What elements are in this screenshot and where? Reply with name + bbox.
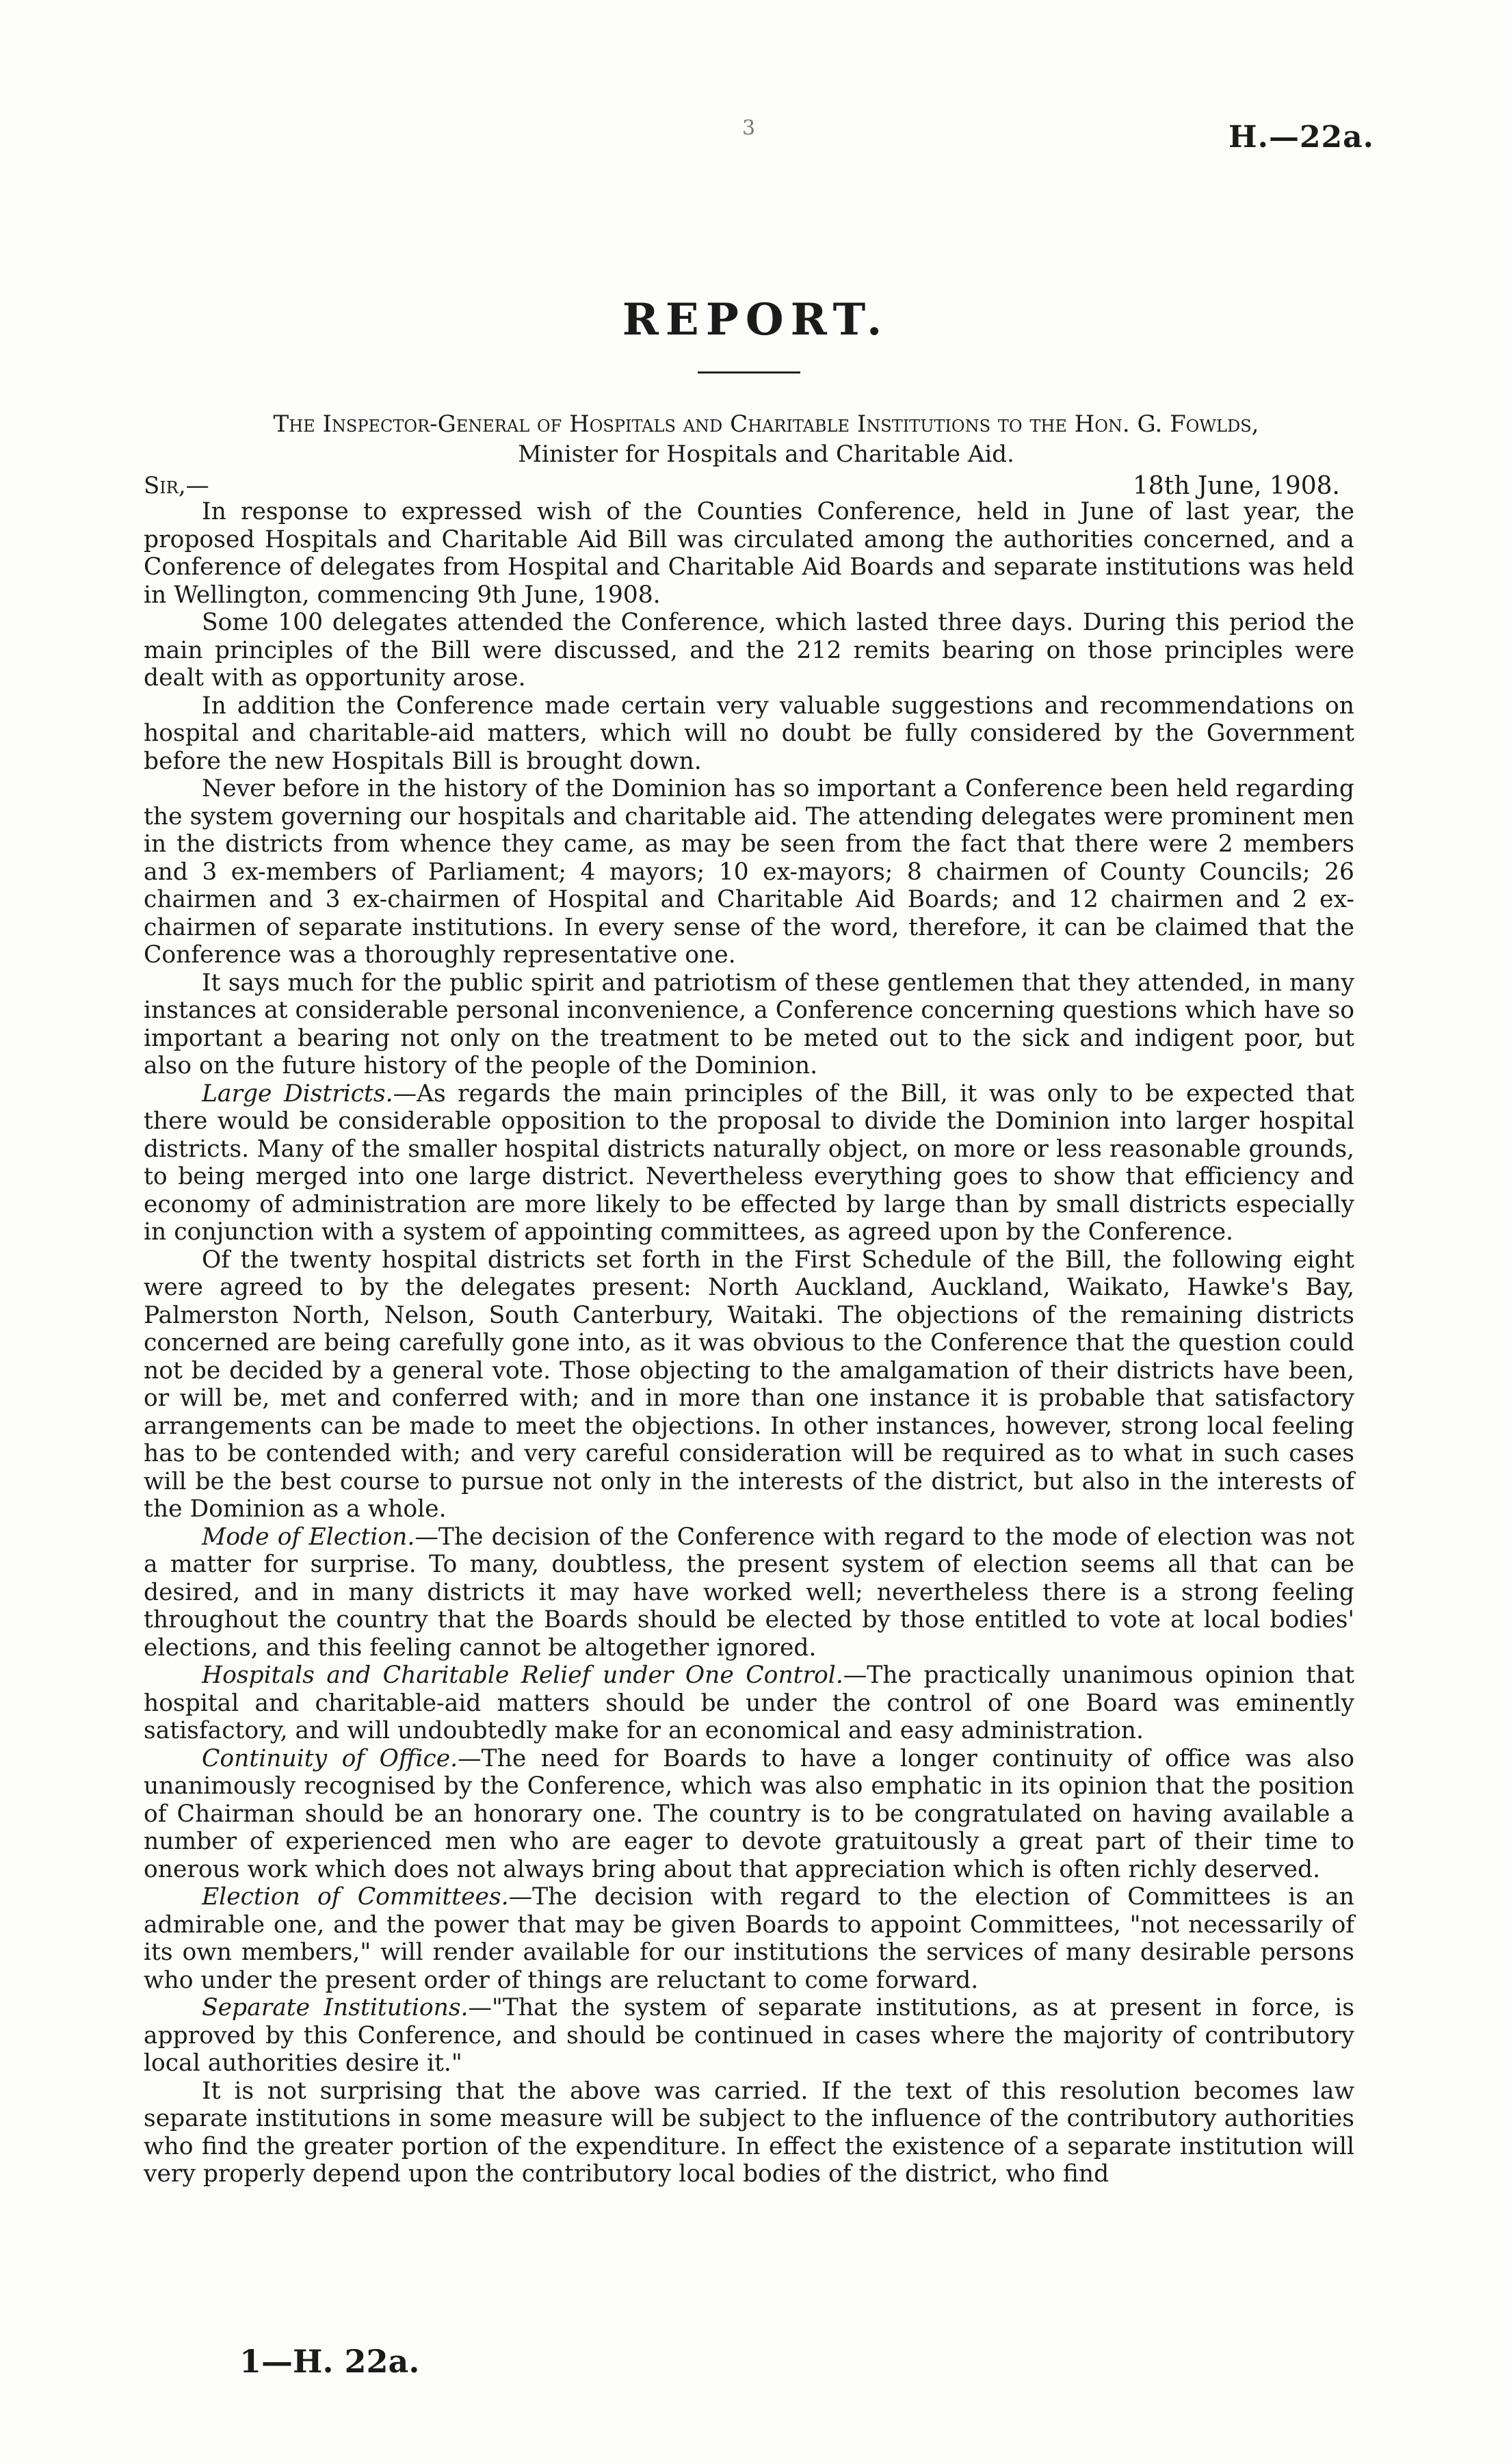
section-heading: Large Districts. xyxy=(202,1079,393,1108)
letter-date: 18th June, 1908. xyxy=(1133,472,1340,500)
page-number: 3 xyxy=(742,116,756,140)
title-divider xyxy=(698,371,800,373)
section-heading: Hospitals and Charitable Relief under One Control. xyxy=(202,1662,843,1689)
page-title: REPORT. xyxy=(622,294,889,345)
paragraph-election-of-committees: Election of Committees.—The decision with regard to the election of Committees is an admirable one, and the power that may be given Boards to appoint Committees, "not necessarily of its own members," will render available for our institutions the services of many desirable persons who under the present order of things are reluctant to come forward. xyxy=(144,1883,1354,1994)
address-line-1: The Inspector-General of Hospitals and Charitable Institutions to the Hon. G. Fowlds, xyxy=(273,410,1259,438)
paragraph: It is not surprising that the above was carried. If the text of this resolution becomes law separate institutions in some measure will be subject to the influence of the contributory authorities who find the greater portion of the expenditure. In effect the existence of a separate institution will very properly depend upon the contributory local bodies of the district, who find xyxy=(144,2077,1354,2188)
salutation: Sir,— xyxy=(144,472,209,499)
section-heading: Continuity of Office. xyxy=(202,1744,458,1772)
paragraph-large-districts: Large Districts.—As regards the main principles of the Bill, it was only to be expected that there would be considerable opposition to the proposal to divide the Dominion into larger hospital districts. Many of the smaller hospital districts naturally object, on more or less reasonable grounds, to being merged into one large district. Nevertheless everything goes to show that efficiency and economy of administration are more likely to be effected by large than by small districts especially in conjunction with a system of appointing committees, as agreed upon by the Conference. xyxy=(144,1079,1354,1246)
paragraph-one-control: Hospitals and Charitable Relief under One Control.—The practically unanimous opinion that hospital and charitable-aid matters should be under the control of one Board was eminently satisfactory, and will undoubtedly make for an economical and easy administration. xyxy=(144,1662,1354,1744)
paragraph-mode-of-election: Mode of Election.—The decision of the Conference with regard to the mode of election was not a matter for surprise. To many, doubtless, the present system of election seems all that can be desired, and in many districts it may have worked well; nevertheless there is a strong feeling throughout the country that the Boards should be elected by those entitled to vote at local bodies' elections, and this feeling cannot be altogether ignored. xyxy=(144,1523,1355,1662)
section-heading: Separate Institutions. xyxy=(202,1994,469,2021)
paragraph-continuity-of-office: Continuity of Office.—The need for Boards to have a longer continuity of office was also unanimously recognised by the Conference, which was also emphatic in its opinion that the position of Chairman should be an honorary one. The country is to be congratulated on having available a number of experienced men who are eager to devote gratuitously a great part of their time to onerous work which does not always bring about that appreciation which is often richly deserved. xyxy=(144,1744,1354,1883)
paragraph: Some 100 delegates attended the Conference, which lasted three days. During this period the main principles of the Bill were discussed, and the 212 remits bearing on those principles were dealt with as opportunity arose. xyxy=(144,609,1354,692)
paragraph: Never before in the history of the Dominion has so important a Conference been held regarding the system governing our hospitals and charitable aid. The attending delegates were prominent men in the districts from whence they came, as may be seen from the fact that there were 2 members and 3 ex-members of Parliament; 4 mayors; 10 ex-mayors; 8 chairmen of County Councils; 26 chairmen and 3 ex-chairmen of Hospital and Charitable Aid Boards; and 12 chairmen and 2 ex-chairmen of separate institutions. In every sense of the word, therefore, it can be claimed that the Conference was a thoroughly representative one. xyxy=(144,775,1354,969)
paragraph: In addition the Conference made certain very valuable suggestions and recommendations on hospital and charitable-aid matters, which will no doubt be fully considered by the Government before the new Hospitals Bill is brought down. xyxy=(144,692,1354,775)
section-heading: Election of Committees. xyxy=(202,1883,509,1911)
paragraph: Of the twenty hospital districts set forth in the First Schedule of the Bill, the following eight were agreed to by the delegates present: North Auckland, Auckland, Waikato, Hawke's Bay, Palmerston North, Nelson, South Canterbury, Waitaki. The objections of the remaining districts concerned are being carefully gone into, as it was obvious to the Conference that the question could not be decided by a general vote. Those objecting to the amalgamation of their districts have been, or will be, met and conferred with; and in more than one instance it is probable that satisfactory arrangements can be made to meet the objections. In other instances, however, strong local feeling has to be contended with; and very careful consideration will be required as to what in such cases will be the best course to pursue not only in the interests of the district, but also in the interests of the Dominion as a whole. xyxy=(144,1246,1354,1523)
address-block xyxy=(185,409,1348,469)
section-heading: Mode of Election. xyxy=(202,1523,415,1551)
report-body xyxy=(144,498,1354,2188)
document-reference-footer: 1—H. 22a. xyxy=(239,2343,420,2380)
document-reference-header: H.—22a. xyxy=(1228,120,1374,155)
paragraph-separate-institutions: Separate Institutions.—"That the system of separate institutions, as at present in force, is approved by this Conference, and should be continued in cases where the majority of contributory local authorities desire it." xyxy=(144,1994,1354,2077)
address-line-2: Minister for Hospitals and Charitable Aid. xyxy=(518,441,1014,468)
paragraph: In response to expressed wish of the Counties Conference, held in June of last year, the proposed Hospitals and Charitable Aid Bill was circulated among the authorities concerned, and a Conference of delegates from Hospital and Charitable Aid Boards and separate institutions was held in Wellington, commencing 9th June, 1908. xyxy=(144,498,1354,609)
paragraph: It says much for the public spirit and patriotism of these gentlemen that they attended, in many instances at considerable personal inconvenience, a Conference concerning questions which have so important a bearing not only on the treatment to be meted out to the sick and indigent poor, but also on the future history of the people of the Dominion. xyxy=(144,969,1354,1079)
